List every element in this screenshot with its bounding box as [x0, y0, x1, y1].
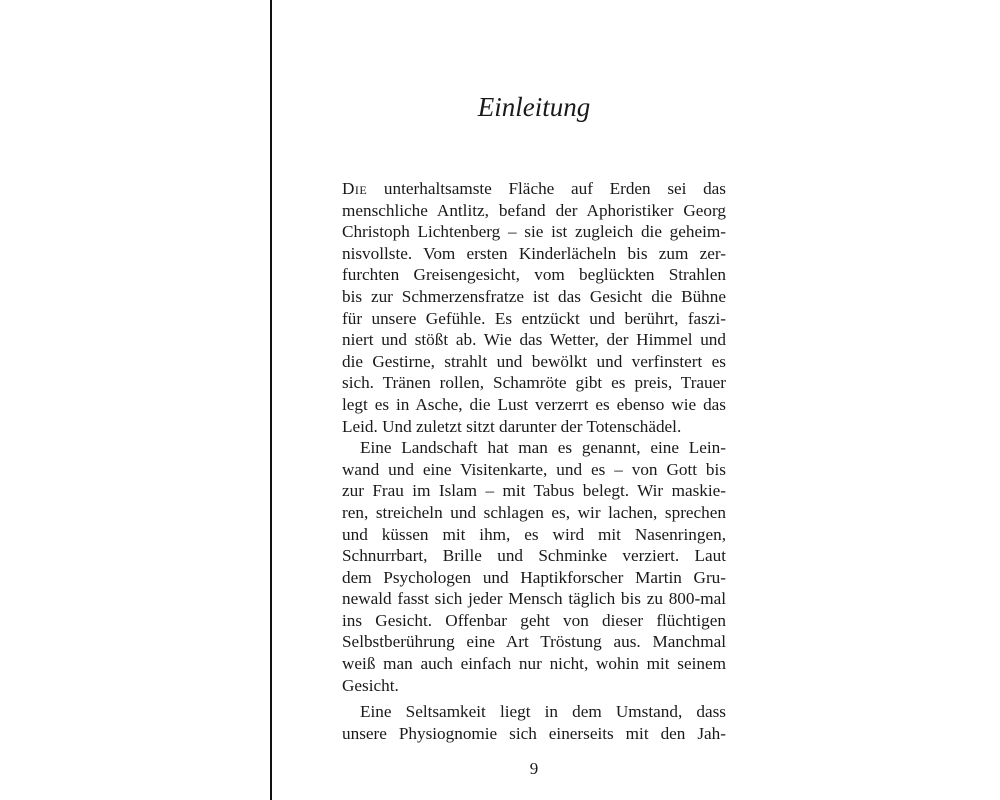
text-line-rest: unterhaltsamste Fläche auf Erden sei das: [367, 179, 726, 198]
chapter-title: Einleitung: [477, 92, 591, 122]
text-line: und küssen mit ihm, es wird mit Nasenringen,: [342, 524, 726, 544]
page-gutter-line: [270, 0, 272, 800]
text-line: ins Gesicht. Offenbar geht von dieser flüchtigen: [342, 610, 726, 630]
text-line: sich. Tränen rollen, Schamröte gibt es preis, Trauer: [342, 373, 726, 393]
text-line: [342, 178, 726, 200]
text-line: Selbstberührung eine Art Tröstung aus. Manchmal: [342, 632, 726, 652]
text-line: Schnurrbart, Brille und Schminke verziert. Laut: [342, 546, 726, 566]
text-line: furchten Greisengesicht, vom beglückten Strahlen: [342, 265, 726, 285]
body-text: [342, 178, 726, 744]
text-line: wand und eine Visitenkarte, und es – von Gott bis: [342, 459, 726, 479]
text-line: ren, streicheln und schlagen es, wir lachen, sprechen: [342, 502, 726, 522]
text-line: die Gestirne, strahlt und bewölkt und verfinstert es: [342, 351, 726, 371]
page-number: 9: [529, 759, 539, 778]
text-line: dem Psychologen und Haptikforscher Martin Gru-: [342, 567, 726, 587]
text-line: bis zur Schmerzensfratze ist das Gesicht die Bühne: [342, 286, 726, 306]
drop-word: Die: [342, 179, 368, 198]
text-line: newald fasst sich jeder Mensch täglich bis zu 800-mal: [342, 589, 726, 609]
text-line: legt es in Asche, die Lust verzerrt es ebenso wie das: [342, 394, 726, 414]
text-line: nisvollste. Vom ersten Kinderlächeln bis zum zer-: [342, 243, 726, 263]
text-line: Christoph Lichtenberg – sie ist zugleich die geheim-: [342, 222, 726, 242]
text-line: Eine Seltsamkeit liegt in dem Umstand, dass: [360, 702, 726, 722]
text-line: weiß man auch einfach nur nicht, wohin mit seinem: [342, 654, 726, 674]
text-line: für unsere Gefühle. Es entzückt und berührt, faszi-: [342, 308, 726, 328]
text-line: niert und stößt ab. Wie das Wetter, der Himmel und: [342, 330, 726, 350]
text-line: Leid. Und zuletzt sitzt darunter der Totenschädel.: [342, 416, 682, 436]
text-line: Gesicht.: [342, 675, 399, 695]
text-line: unsere Physiognomie sich einerseits mit den Jah-: [342, 723, 726, 743]
text-line: zur Frau im Islam – mit Tabus belegt. Wir maskie-: [342, 481, 726, 501]
text-line: menschliche Antlitz, befand der Aphoristiker Georg: [342, 200, 726, 220]
text-line: Eine Landschaft hat man es genannt, eine Lein-: [360, 438, 726, 458]
